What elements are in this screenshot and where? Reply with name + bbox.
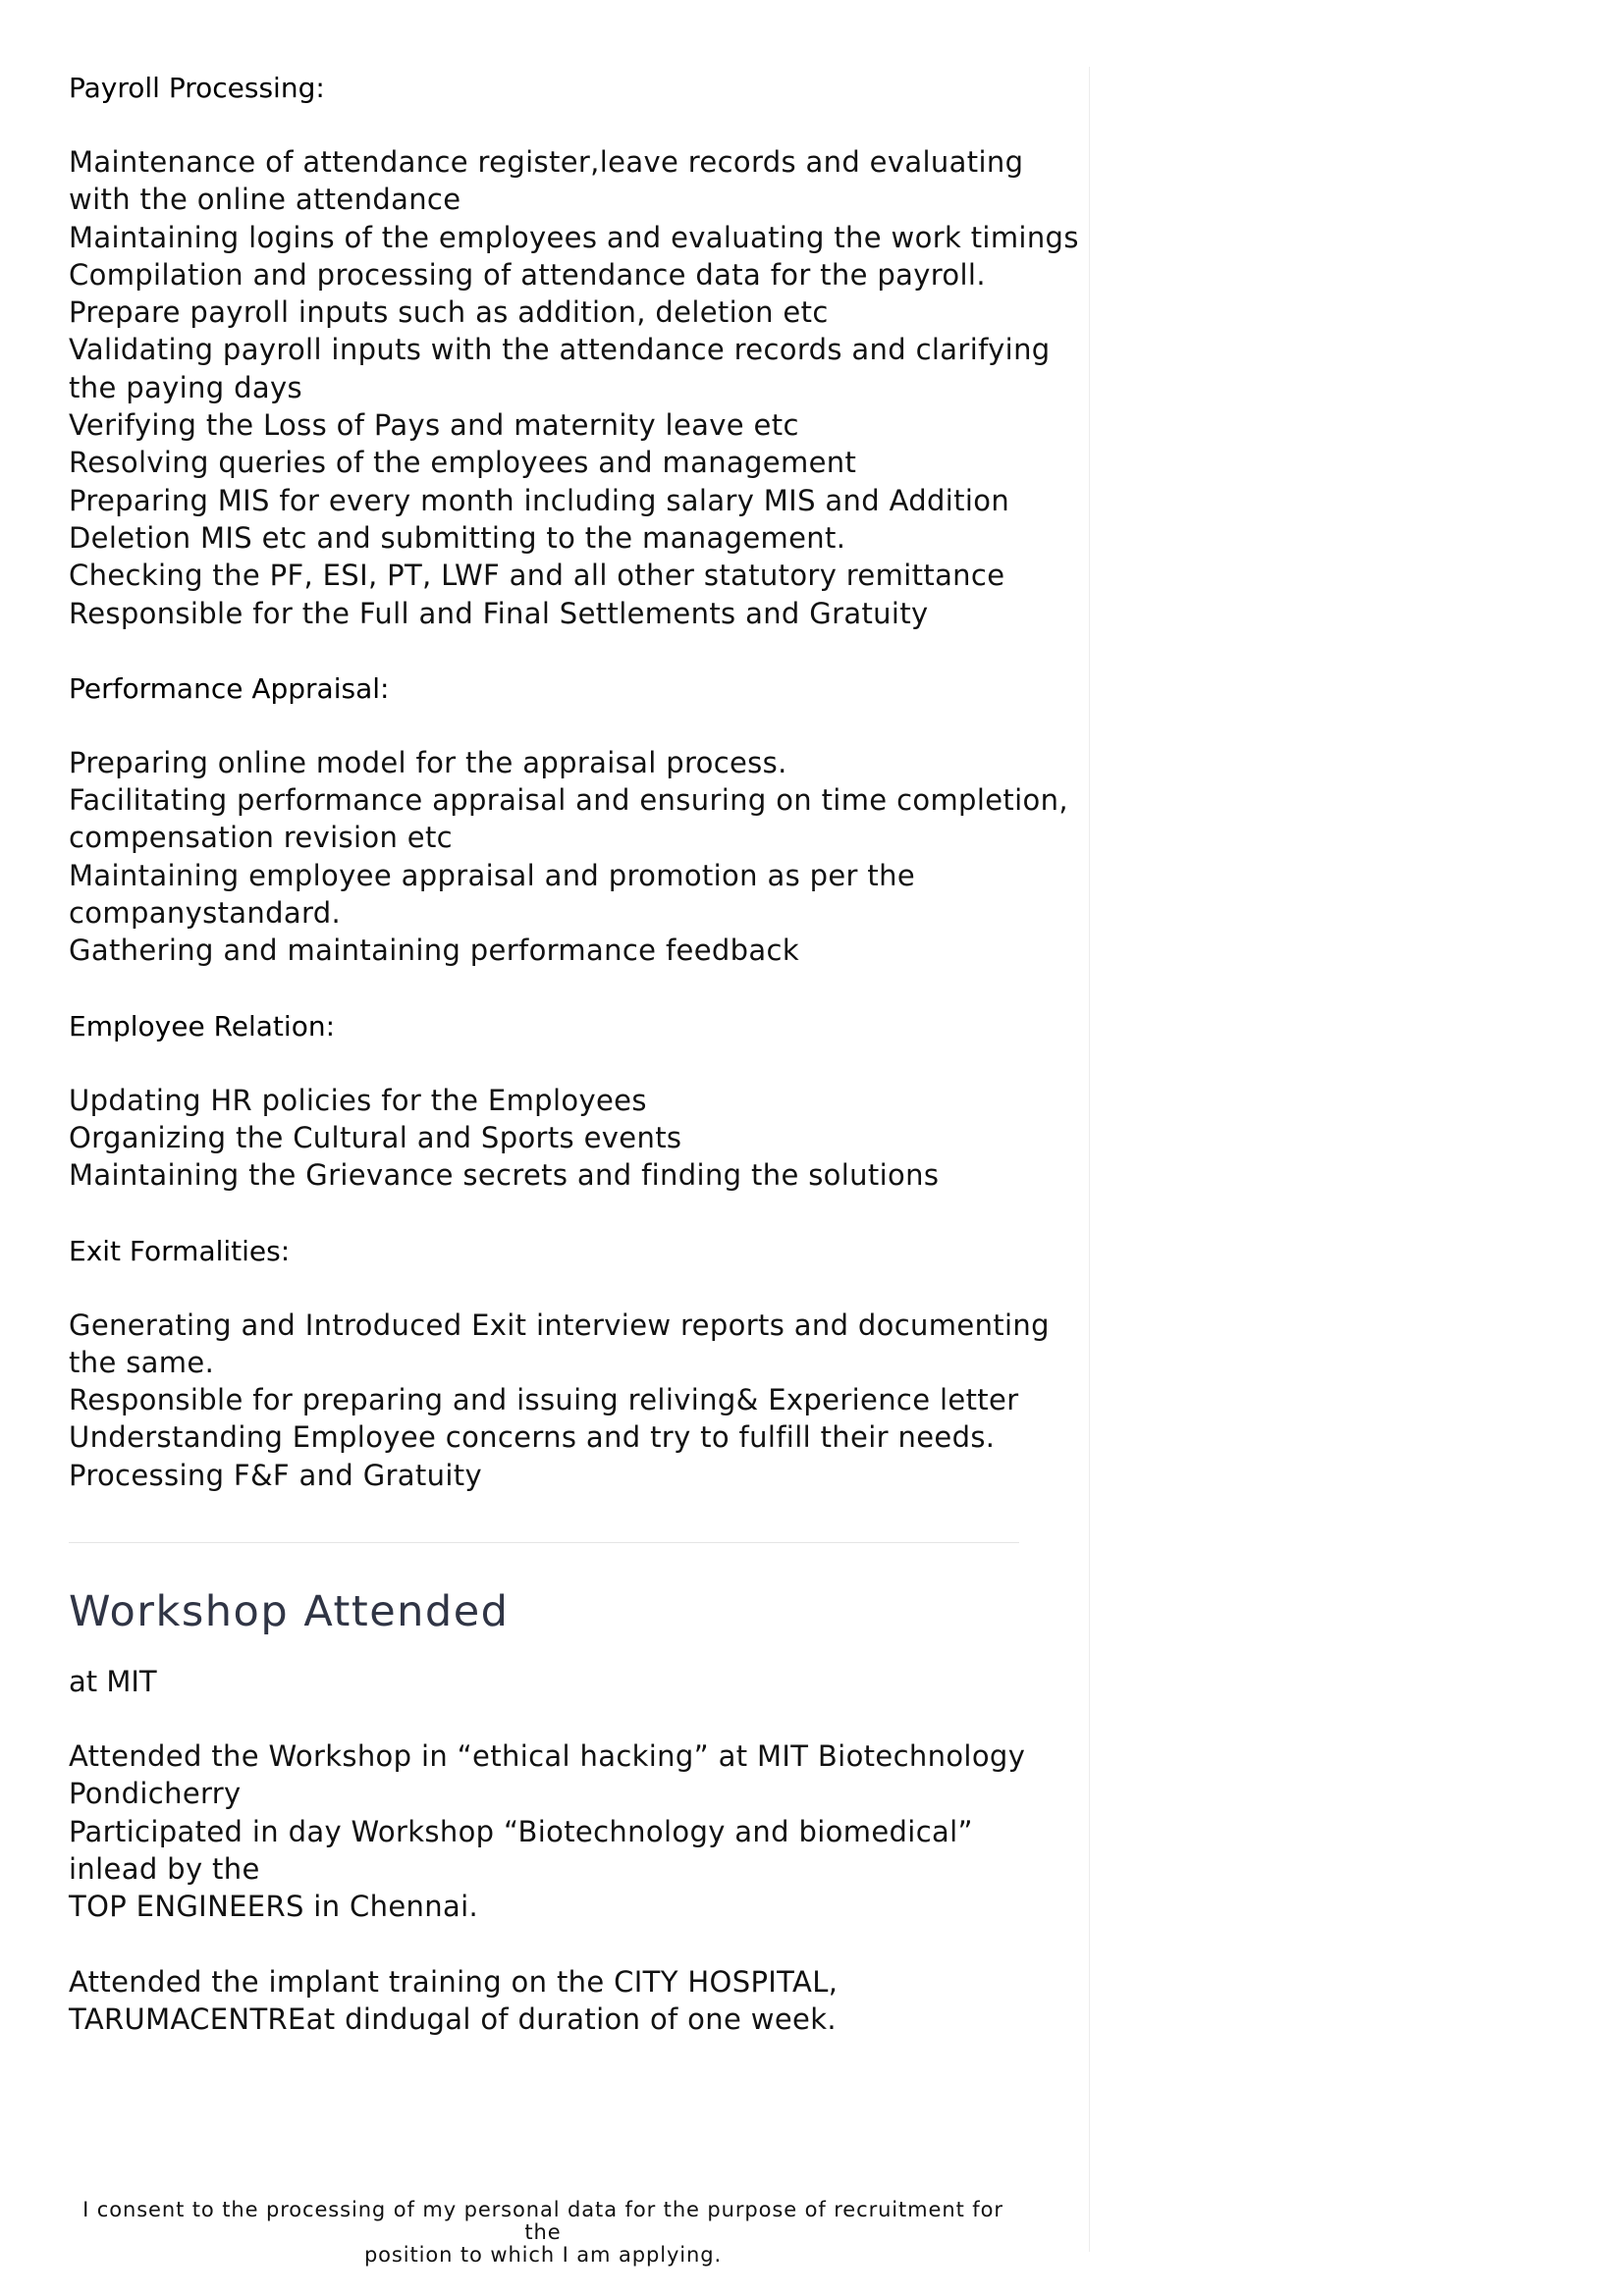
list-item: Preparing online model for the appraisal process.: [69, 745, 787, 779]
list-item: Maintaining the Grievance secrets and finding the solutions: [69, 1158, 940, 1193]
list-item: Compilation and processing of attendance data for the payroll.: [69, 257, 986, 292]
list-item: Gathering and maintaining performance feedback: [69, 934, 799, 968]
exit-formalities-section: [69, 1232, 1050, 1494]
section-heading: Performance Appraisal:: [69, 671, 390, 705]
list-item: companystandard.: [69, 896, 342, 931]
consent-line: I consent to the processing of my personal data for the purpose of recruitment for the: [82, 2198, 1003, 2244]
list-item: Preparing MIS for every month including salary MIS and Addition: [69, 483, 1010, 517]
list-item: Facilitating performance appraisal and ensuring on time completion,: [69, 783, 1068, 818]
list-item: Attended the Workshop in “ethical hacking” at MIT Biotechnology: [69, 1739, 1026, 1774]
list-item: inlead by the: [69, 1851, 260, 1886]
list-item: Understanding Employee concerns and try to fulfill their needs.: [69, 1420, 996, 1455]
list-item: Updating HR policies for the Employees: [69, 1083, 647, 1117]
list-item: Participated in day Workshop “Biotechnology and biomedical”: [69, 1814, 973, 1848]
main-column: [69, 69, 1079, 2075]
list-item: TOP ENGINEERS in Chennai.: [69, 1890, 479, 1924]
list-item: Validating payroll inputs with the attendance records and clarifying: [69, 333, 1051, 367]
section-heading: Employee Relation:: [69, 1009, 336, 1042]
consent-line: position to which I am applying.: [363, 2243, 723, 2267]
list-item: Processing F&F and Gratuity: [69, 1458, 483, 1492]
section-heading: Payroll Processing:: [69, 72, 325, 104]
section-title: Workshop Attended: [69, 1587, 510, 1637]
list-item: with the online attendance: [69, 183, 461, 217]
list-item: Deletion MIS etc and submitting to the management.: [69, 520, 846, 555]
list-item: TARUMACENTREat dindugal of duration of one week.: [69, 2002, 837, 2036]
list-item: Responsible for preparing and issuing reliving& Experience letter: [69, 1383, 1019, 1417]
list-item: the paying days: [69, 370, 302, 404]
list-item: Attended the implant training on the CITY HOSPITAL,: [69, 1964, 839, 1999]
list-item: Verifying the Loss of Pays and maternity leave etc: [69, 408, 799, 443]
list-item: compensation revision etc: [69, 821, 453, 855]
column-divider: [1089, 67, 1090, 2252]
payroll-processing-section: [69, 69, 1079, 632]
list-item: Pondicherry: [69, 1777, 242, 1811]
list-item: Maintenance of attendance register,leave records and evaluating: [69, 145, 1024, 179]
list-item: Generating and Introduced Exit interview reports and documenting: [69, 1308, 1050, 1342]
workshop-group: [69, 1737, 1026, 1925]
list-item: Checking the PF, ESI, PT, LWF and all other statutory remittance: [69, 559, 1005, 593]
consent-footer: [69, 2199, 1017, 2267]
list-item: the same.: [69, 1345, 215, 1379]
section-heading: Exit Formalities:: [69, 1234, 291, 1267]
workshop-group: [69, 1963, 1023, 2039]
list-item: Resolving queries of the employees and management: [69, 446, 857, 480]
performance-appraisal-section: [69, 669, 1068, 970]
workshop-section: [69, 1582, 1026, 2038]
workshop-subtitle: at MIT: [69, 1665, 157, 1699]
employee-relation-section: [69, 1007, 1023, 1195]
list-item: Prepare payroll inputs such as addition, deletion etc: [69, 295, 829, 330]
list-item: Organizing the Cultural and Sports events: [69, 1120, 682, 1154]
list-item: Responsible for the Full and Final Settlements and Gratuity: [69, 596, 929, 630]
list-item: Maintaining logins of the employees and evaluating the work timings: [69, 220, 1079, 254]
section-divider: [69, 1542, 1019, 1543]
list-item: Maintaining employee appraisal and promotion as per the: [69, 858, 916, 892]
